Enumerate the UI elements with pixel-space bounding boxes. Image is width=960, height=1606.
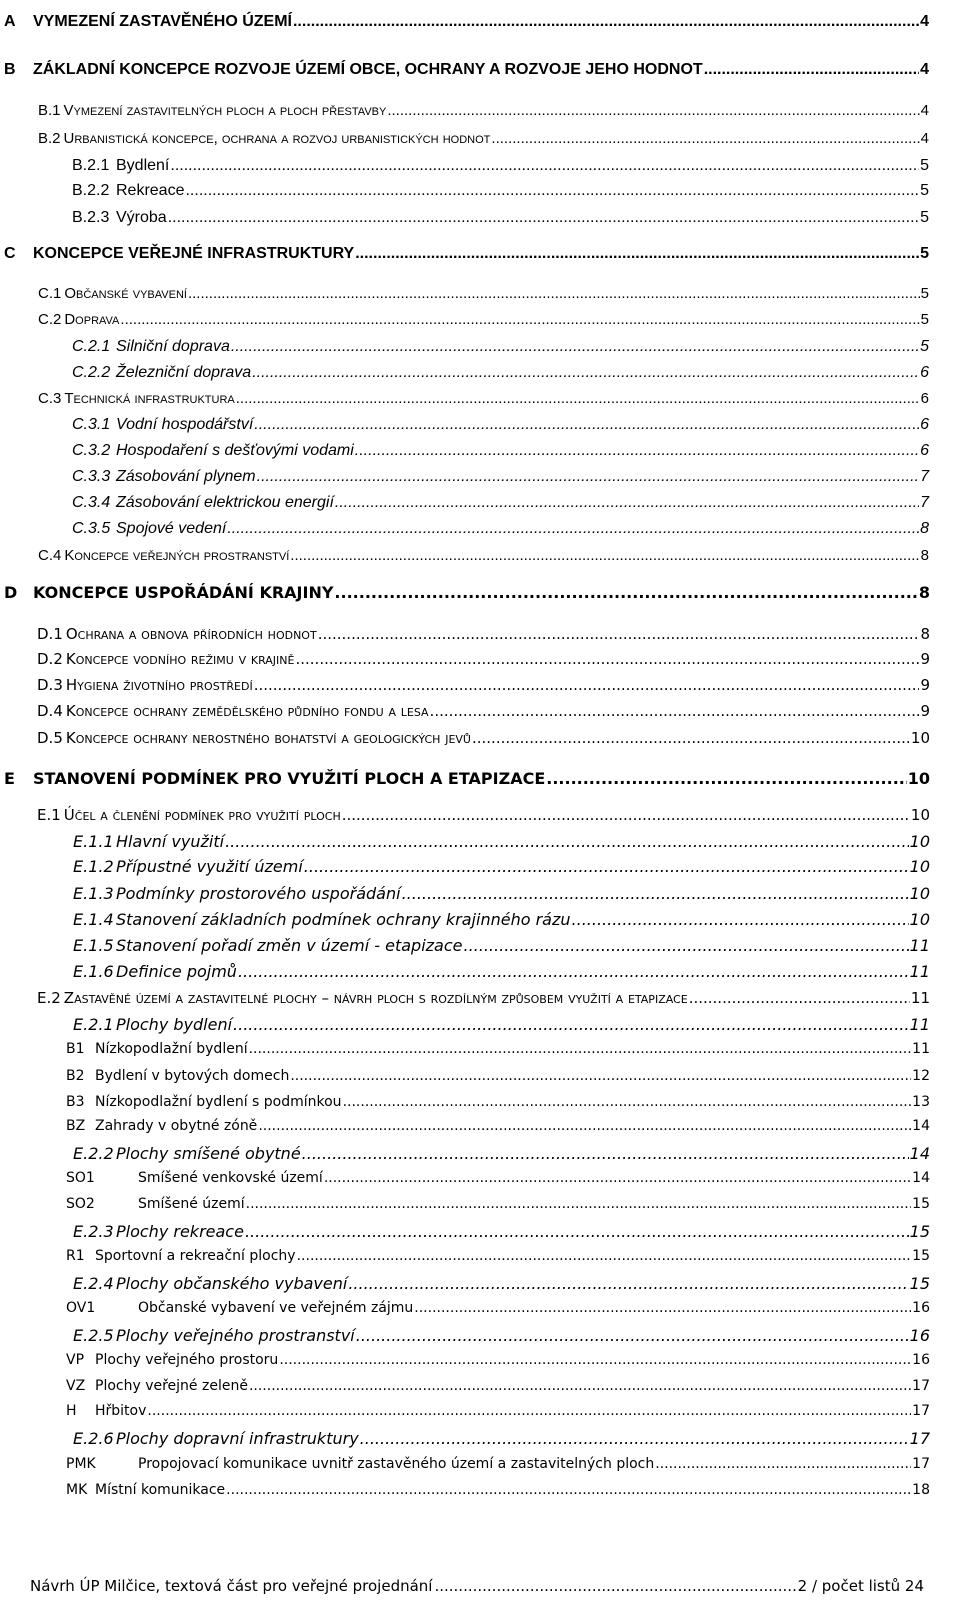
toc-entry[interactable]: [37, 989, 930, 1007]
toc-entry-page-number: 11: [909, 1015, 930, 1034]
toc-entry-number: C.3.2: [72, 442, 111, 459]
toc-entry-number: B.2.3: [72, 209, 110, 226]
toc-dot-leader: [236, 390, 920, 407]
toc-entry-number: C.2: [38, 311, 62, 328]
toc-entry-page-number: 8: [920, 625, 930, 643]
toc-entry[interactable]: [72, 364, 929, 382]
toc-entry-title: Rekreace: [116, 182, 185, 199]
toc-dot-leader: [295, 650, 919, 668]
toc-entry-number: D.5: [37, 729, 63, 747]
toc-entry-number: B.2.1: [72, 157, 110, 174]
toc-entry-title: Doprava: [64, 311, 120, 328]
toc-entry-page-number: 5: [920, 209, 929, 226]
toc-entry-number: H: [66, 1403, 77, 1419]
toc-entry-title: Plochy veřejného prostoru: [95, 1352, 279, 1368]
toc-dot-leader: [249, 1378, 911, 1394]
toc-entry[interactable]: [66, 1456, 930, 1472]
toc-entry-title: Sportovní a rekreační plochy: [95, 1248, 296, 1264]
toc-dot-leader: [226, 1482, 911, 1498]
toc-entry-page-number: 15: [912, 1248, 930, 1264]
toc-dot-leader: [257, 468, 919, 486]
toc-entry-page-number: 15: [909, 1274, 930, 1293]
toc-dot-leader: [387, 102, 919, 119]
toc-entry-title: Propojovací komunikace uvnitř zastavěného území a zastavitelných ploch: [138, 1456, 655, 1472]
toc-entry-page-number: 17: [912, 1378, 930, 1394]
toc-entry-page-number: 5: [920, 182, 929, 199]
toc-entry[interactable]: [38, 130, 929, 147]
toc-entry-title: STANOVENÍ PODMÍNEK PRO VYUŽITÍ PLOCH A ETAPIZACE: [33, 769, 546, 788]
toc-entry-page-number: 5: [920, 285, 929, 302]
toc-dot-leader: [246, 1196, 912, 1212]
toc-entry-number: C.2.2: [72, 364, 111, 381]
toc-entry[interactable]: [73, 832, 930, 851]
toc-entry-page-number: 9: [920, 650, 930, 668]
toc-entry-number: B.2: [38, 130, 61, 147]
toc-entry-page-number: 5: [920, 338, 929, 355]
toc-entry-number: BZ: [66, 1118, 86, 1134]
toc-dot-leader: [343, 1094, 912, 1110]
toc-entry[interactable]: [72, 209, 929, 227]
toc-entry-page-number: 4: [920, 61, 929, 78]
toc-entry[interactable]: [72, 494, 929, 512]
toc-entry-title: Koncepce vodního režimu v krajině: [65, 650, 295, 668]
footer-document-title: Návrh ÚP Milčice, textová část pro veřejné projednání: [30, 1577, 433, 1595]
toc-entry-number: VZ: [66, 1378, 86, 1394]
toc-dot-leader: [348, 1274, 908, 1293]
toc-entry[interactable]: [37, 676, 930, 694]
toc-dot-leader: [168, 209, 919, 227]
toc-entry-title: Občanské vybavení ve veřejném zájmu: [138, 1300, 414, 1316]
toc-entry[interactable]: [4, 13, 929, 31]
toc-entry-page-number: 14: [912, 1118, 930, 1134]
toc-entry[interactable]: [73, 857, 930, 876]
toc-entry-page-number: 6: [920, 364, 929, 381]
toc-entry-page-number: 5: [920, 245, 929, 262]
toc-entry-number: D.2: [37, 650, 63, 668]
toc-entry[interactable]: [66, 1248, 930, 1264]
toc-entry-number: E.2.1: [73, 1015, 114, 1034]
toc-entry-number: D.1: [37, 625, 63, 643]
toc-entry-number: E.2.4: [73, 1274, 114, 1293]
toc-entry-title: Zásobování elektrickou energií: [116, 494, 334, 511]
toc-entry-title: Místní komunikace: [95, 1482, 226, 1498]
toc-entry[interactable]: [73, 1429, 930, 1448]
toc-entry[interactable]: [4, 769, 930, 788]
toc-dot-leader: [249, 1041, 912, 1057]
toc-entry[interactable]: [73, 1222, 930, 1241]
toc-entry-number: E.1.5: [73, 936, 114, 955]
toc-entry[interactable]: [66, 1196, 930, 1212]
toc-entry[interactable]: [73, 884, 930, 903]
toc-entry-title: Plochy bydlení: [116, 1015, 233, 1034]
toc-entry-title: Zahrady v obytné zóně: [95, 1118, 258, 1134]
toc-entry-title: Občanské vybavení: [64, 285, 187, 302]
toc-entry-title: Nízkopodlažní bydlení s podmínkou: [95, 1094, 342, 1110]
toc-entry-number: B3: [66, 1094, 85, 1110]
toc-dot-leader: [258, 1118, 911, 1134]
toc-entry-page-number: 4: [920, 130, 929, 147]
toc-entry-number: C.3: [38, 390, 62, 407]
toc-entry-title: Bydlení: [116, 157, 170, 174]
toc-entry-page-number: 9: [920, 702, 930, 720]
toc-entry-title: Hospodaření s dešťovými vodami: [116, 442, 354, 459]
toc-entry[interactable]: [4, 583, 930, 602]
toc-dot-leader: [356, 1326, 909, 1345]
toc-dot-leader: [334, 583, 917, 602]
toc-entry-title: Hlavní využití: [116, 832, 225, 851]
toc-entry-number: D: [4, 583, 18, 602]
toc-entry[interactable]: [37, 729, 930, 747]
toc-entry-page-number: 16: [912, 1352, 930, 1368]
toc-dot-leader: [304, 857, 909, 876]
toc-entry-number: E.1.3: [73, 884, 114, 903]
toc-dot-leader: [342, 806, 910, 824]
toc-entry-number: C.3.1: [72, 416, 111, 433]
toc-entry-title: Účel a členění podmínek pro využití ploch: [63, 806, 341, 824]
toc-dot-leader: [290, 547, 919, 564]
toc-entry-number: E.1.1: [73, 832, 114, 851]
toc-entry-number: C.3.5: [72, 520, 111, 537]
toc-entry-number: C.1: [38, 285, 62, 302]
toc-entry-title: Hřbitov: [95, 1403, 147, 1419]
toc-dot-leader: [572, 910, 909, 929]
toc-dot-leader: [355, 442, 919, 460]
toc-dot-leader: [704, 61, 919, 79]
toc-entry-number: B2: [66, 1068, 85, 1084]
toc-dot-leader: [252, 364, 919, 382]
toc-dot-leader: [147, 1403, 911, 1419]
toc-entry-number: C.3.3: [72, 468, 111, 485]
page-footer: [30, 1577, 924, 1595]
toc-dot-leader: [185, 182, 919, 200]
toc-entry-page-number: 7: [920, 494, 929, 511]
toc-entry-title: Smíšené venkovské území: [138, 1170, 323, 1186]
toc-entry[interactable]: [66, 1378, 930, 1394]
toc-dot-leader: [231, 338, 919, 356]
toc-dot-leader: [120, 311, 919, 328]
toc-dot-leader: [546, 769, 906, 788]
toc-entry-title: Výroba: [116, 209, 167, 226]
toc-entry-title: KONCEPCE VEŘEJNÉ INFRASTRUKTURY: [33, 245, 355, 262]
toc-entry-page-number: 10: [909, 857, 930, 876]
toc-entry-title: VYMEZENÍ ZASTAVĚNÉHO ÚZEMÍ: [33, 13, 292, 30]
toc-entry-page-number: 15: [909, 1222, 930, 1241]
toc-entry-number: E.2.5: [73, 1326, 114, 1345]
toc-entry-number: B.2.2: [72, 182, 110, 199]
toc-entry-page-number: 15: [912, 1196, 930, 1212]
toc-entry[interactable]: [38, 390, 929, 407]
toc-entry-title: Bydlení v bytových domech: [95, 1068, 290, 1084]
toc-entry[interactable]: [37, 806, 930, 824]
toc-dot-leader: [254, 416, 919, 434]
toc-dot-leader: [290, 1068, 911, 1084]
toc-entry[interactable]: [73, 936, 930, 955]
toc-entry[interactable]: [66, 1118, 930, 1134]
toc-entry-page-number: 18: [912, 1482, 930, 1498]
toc-entry-title: Urbanistická koncepce, ochrana a rozvoj urbanistických hodnot: [63, 130, 491, 147]
toc-dot-leader: [414, 1300, 911, 1316]
toc-entry-page-number: 6: [920, 390, 929, 407]
toc-entry[interactable]: [73, 962, 930, 981]
toc-entry-number: C.4: [38, 547, 62, 564]
toc-entry[interactable]: [38, 285, 929, 302]
toc-entry-title: Železniční doprava: [116, 364, 252, 381]
toc-entry-title: Technická infrastruktura: [64, 390, 235, 407]
toc-entry[interactable]: [66, 1170, 930, 1186]
toc-entry-page-number: 14: [912, 1170, 930, 1186]
toc-entry-number: E.1: [37, 806, 61, 824]
toc-entry-title: Plochy dopravní infrastruktury: [116, 1429, 359, 1448]
toc-dot-leader: [430, 702, 920, 720]
toc-entry-number: D.4: [37, 702, 63, 720]
toc-entry-number: D.3: [37, 676, 63, 694]
toc-entry-page-number: 4: [920, 13, 929, 30]
toc-dot-leader: [464, 936, 909, 955]
toc-entry-title: KONCEPCE USPOŘÁDÁNÍ KRAJINY: [33, 583, 334, 602]
toc-entry-page-number: 13: [912, 1094, 930, 1110]
toc-entry-page-number: 12: [912, 1068, 930, 1084]
footer-dot-leader: [434, 1577, 795, 1595]
toc-entry-number: E.2: [37, 989, 61, 1007]
toc-entry-title: Hygiena životního prostředí: [65, 676, 253, 694]
toc-entry-title: ZÁKLADNÍ KONCEPCE ROZVOJE ÚZEMÍ OBCE, OCHRANY A ROZVOJE JEHO HODNOT: [33, 61, 703, 78]
toc-dot-leader: [472, 729, 910, 747]
toc-entry-page-number: 11: [909, 936, 930, 955]
toc-entry-title: Spojové vedení: [116, 520, 227, 537]
toc-entry-number: R1: [66, 1248, 85, 1264]
toc-dot-leader: [170, 157, 919, 175]
toc-entry[interactable]: [37, 625, 930, 643]
toc-entry-page-number: 10: [909, 832, 930, 851]
toc-entry[interactable]: [66, 1300, 930, 1316]
toc-dot-leader: [293, 13, 919, 31]
toc-entry-page-number: 5: [920, 311, 929, 328]
toc-dot-leader: [355, 245, 919, 263]
toc-entry-page-number: 6: [920, 416, 929, 433]
toc-dot-leader: [360, 1429, 909, 1448]
toc-entry-page-number: 7: [920, 468, 929, 485]
toc-entry-title: Zastavěné území a zastavitelné plochy – návrh ploch s rozdílným způsobem využití a etapizace: [63, 989, 688, 1007]
toc-dot-leader: [225, 832, 909, 851]
toc-entry-page-number: 5: [920, 157, 929, 174]
toc-dot-leader: [233, 1015, 909, 1034]
toc-entry[interactable]: [72, 520, 929, 538]
toc-dot-leader: [655, 1456, 911, 1472]
toc-entry-page-number: 10: [909, 910, 930, 929]
toc-entry-number: E: [4, 769, 15, 788]
toc-entry[interactable]: [4, 245, 929, 263]
toc-entry-title: Vymezení zastavitelných ploch a ploch přestavby: [63, 102, 387, 119]
toc-entry-page-number: 11: [909, 962, 930, 981]
toc-entry-number: MK: [66, 1482, 88, 1498]
toc-entry-title: Přípustné využití území: [116, 857, 303, 876]
toc-entry-title: Koncepce ochrany zemědělského půdního fondu a lesa: [65, 702, 429, 720]
toc-entry[interactable]: [38, 102, 929, 119]
toc-entry[interactable]: [66, 1403, 930, 1419]
toc-entry-title: Ochrana a obnova přírodních hodnot: [65, 625, 317, 643]
toc-dot-leader: [227, 520, 919, 538]
toc-entry[interactable]: [73, 1144, 930, 1163]
toc-entry-number: SO1: [66, 1170, 95, 1186]
toc-entry[interactable]: [66, 1482, 930, 1498]
toc-dot-leader: [188, 285, 920, 302]
toc-entry[interactable]: [72, 442, 929, 460]
toc-dot-leader: [279, 1352, 911, 1368]
toc-entry-number: E.2.3: [73, 1222, 114, 1241]
toc-entry-page-number: 10: [909, 884, 930, 903]
toc-entry[interactable]: [38, 311, 929, 328]
toc-entry-title: Plochy rekreace: [116, 1222, 244, 1241]
toc-entry-page-number: 11: [912, 1041, 930, 1057]
toc-entry-title: Plochy veřejného prostranství: [116, 1326, 355, 1345]
toc-entry-number: VP: [66, 1352, 85, 1368]
toc-entry-number: B.1: [38, 102, 61, 119]
toc-entry-page-number: 8: [920, 520, 929, 537]
toc-entry-number: C: [4, 245, 16, 262]
toc-entry-title: Definice pojmů: [116, 962, 237, 981]
toc-entry-page-number: 9: [920, 676, 930, 694]
toc-entry-number: E.2.6: [73, 1429, 114, 1448]
toc-entry[interactable]: [37, 650, 930, 668]
footer-page-count: 2 / počet listů 24: [797, 1577, 924, 1595]
toc-entry-title: Stanovení základních podmínek ochrany krajinného rázu: [116, 910, 571, 929]
toc-entry-title: Vodní hospodářství: [116, 416, 254, 433]
toc-entry-page-number: 16: [909, 1326, 930, 1345]
toc-entry-page-number: 17: [909, 1429, 930, 1448]
toc-entry-number: OV1: [66, 1300, 96, 1316]
toc-entry-title: Nízkopodlažní bydlení: [95, 1041, 248, 1057]
toc-entry-page-number: 10: [910, 729, 930, 747]
toc-entry-title: Zásobování plynem: [116, 468, 256, 485]
toc-dot-leader: [402, 884, 909, 903]
toc-entry-number: C.2.1: [72, 338, 111, 355]
toc-dot-leader: [245, 1222, 909, 1241]
toc-dot-leader: [689, 989, 910, 1007]
toc-entry-page-number: 4: [920, 102, 929, 119]
toc-entry-number: E.1.4: [73, 910, 114, 929]
toc-entry-page-number: 8: [920, 547, 929, 564]
toc-entry[interactable]: [72, 338, 929, 356]
toc-entry[interactable]: [72, 416, 929, 434]
toc-entry-number: B: [4, 61, 16, 78]
toc-entry-number: C.3.4: [72, 494, 111, 511]
toc-dot-leader: [254, 676, 920, 694]
toc-entry-title: Plochy smíšené obytné: [116, 1144, 301, 1163]
toc-dot-leader: [335, 494, 919, 512]
toc-entry-page-number: 17: [912, 1403, 930, 1419]
toc-entry-page-number: 11: [910, 989, 930, 1007]
toc-entry[interactable]: [72, 182, 929, 200]
toc-entry-page-number: 17: [912, 1456, 930, 1472]
toc-entry-title: Stanovení pořadí změn v území - etapizace: [116, 936, 463, 955]
toc-entry[interactable]: [72, 157, 929, 175]
toc-entry[interactable]: [38, 547, 929, 564]
toc-dot-leader: [238, 962, 909, 981]
toc-entry[interactable]: [73, 1015, 930, 1034]
toc-dot-leader: [297, 1248, 912, 1264]
toc-entry[interactable]: [73, 910, 930, 929]
toc-entry-page-number: 10: [907, 769, 930, 788]
toc-entry-title: Silniční doprava: [116, 338, 230, 355]
toc-entry-title: Plochy veřejné zeleně: [95, 1378, 248, 1394]
toc-entry[interactable]: [73, 1326, 930, 1345]
toc-entry[interactable]: [4, 61, 929, 79]
toc-entry[interactable]: [66, 1352, 930, 1368]
toc-entry[interactable]: [66, 1094, 930, 1110]
toc-entry-page-number: 8: [918, 583, 930, 602]
toc-entry-number: SO2: [66, 1196, 95, 1212]
toc-dot-leader: [324, 1170, 911, 1186]
toc-entry[interactable]: [73, 1274, 930, 1293]
toc-entry-title: Podmínky prostorového uspořádání: [116, 884, 401, 903]
toc-dot-leader: [318, 625, 920, 643]
toc-entry-number: E.2.2: [73, 1144, 114, 1163]
toc-dot-leader: [491, 130, 919, 147]
toc-entry-number: A: [4, 13, 16, 30]
toc-entry-page-number: 16: [912, 1300, 930, 1316]
toc-entry-title: Plochy občanského vybavení: [116, 1274, 348, 1293]
toc-entry-page-number: 14: [909, 1144, 930, 1163]
toc-entry-number: PMK: [66, 1456, 96, 1472]
toc-entry-title: Smíšené území: [138, 1196, 245, 1212]
toc-entry[interactable]: [66, 1068, 930, 1084]
toc-entry-number: B1: [66, 1041, 85, 1057]
toc-entry[interactable]: [37, 702, 930, 720]
toc-dot-leader: [302, 1144, 909, 1163]
toc-entry[interactable]: [72, 468, 929, 486]
toc-entry-number: E.1.2: [73, 857, 114, 876]
toc-entry-page-number: 6: [920, 442, 929, 459]
toc-entry-title: Koncepce ochrany nerostného bohatství a geologických jevů: [65, 729, 471, 747]
toc-entry[interactable]: [66, 1041, 930, 1057]
toc-entry-page-number: 10: [910, 806, 930, 824]
toc-entry-number: E.1.6: [73, 962, 114, 981]
toc-entry-title: Koncepce veřejných prostranství: [64, 547, 290, 564]
